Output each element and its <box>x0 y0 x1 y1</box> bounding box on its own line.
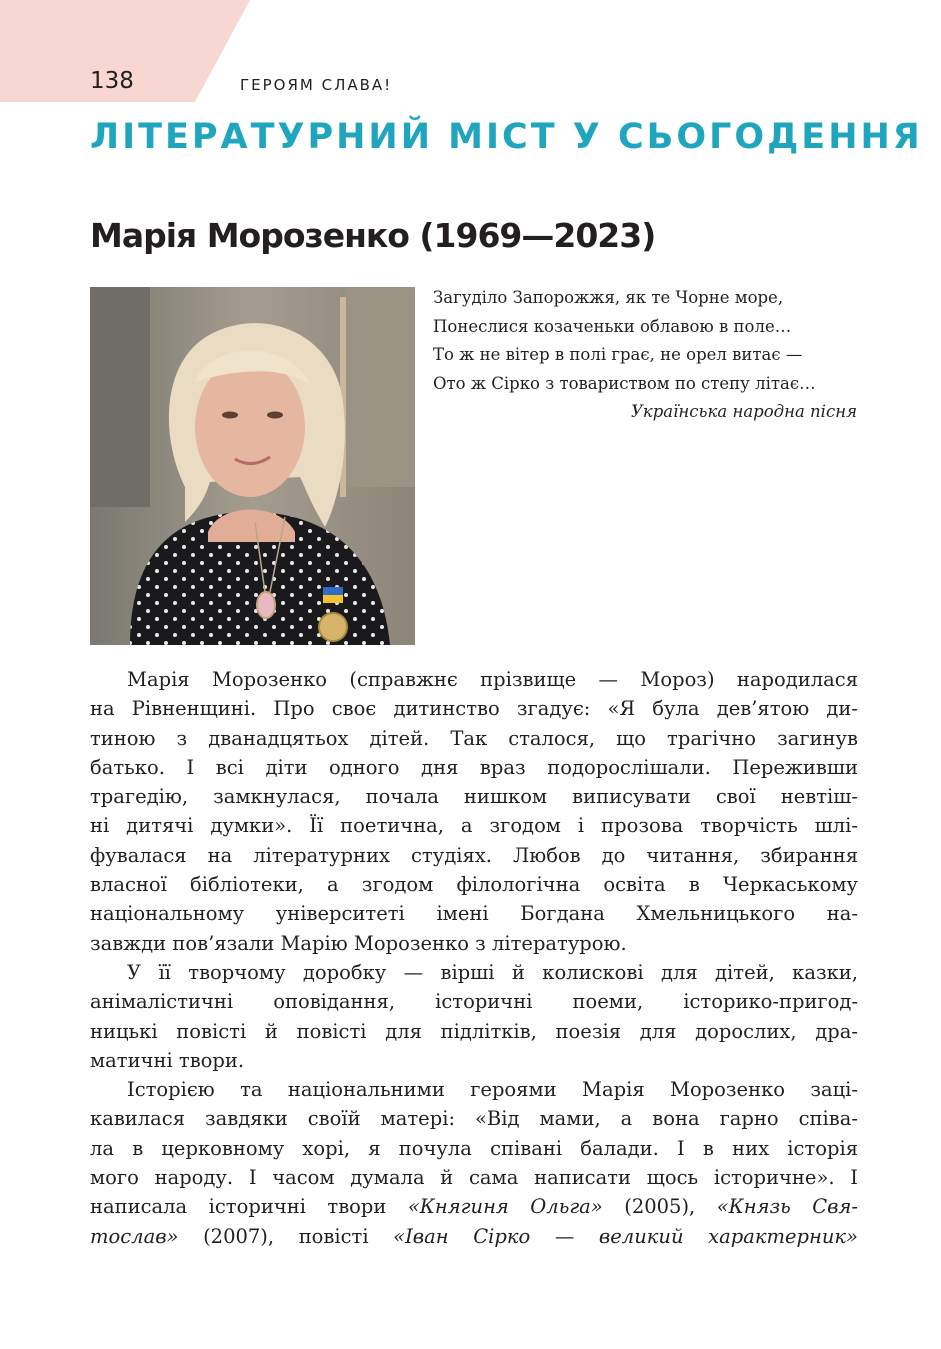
body-line-with-titles <box>90 1192 858 1221</box>
body-line: анімалістичні оповідання, історичні поеми, історико-пригод- <box>90 990 858 1014</box>
body-line: батько. І всі діти одного дня враз подорослішали. Переживши <box>90 755 858 779</box>
epigraph-line: Понеслися козаченьки облавою в поле… <box>433 316 792 336</box>
body-line: мого народу. І часом думала й сама написати щось історичне». І <box>90 1166 858 1190</box>
work-title: тослав» <box>90 1224 179 1248</box>
body-line: Марія Морозенко (справжнє прізвище — Мороз) народилася <box>127 668 858 691</box>
work-title: «Княгиня Ольга» <box>407 1195 603 1219</box>
line-text: (2007), повісті <box>178 1224 394 1248</box>
body-line: кавилася завдяки своїй матері: «Від мами, а вона гарно співа- <box>90 1107 858 1131</box>
body-line: трагедію, замкнулася, почала нишком виписувати свої невтіш- <box>90 785 858 809</box>
body-line: власної бібліотеки, а згодом філологічна освіта в Черкаському <box>90 873 858 897</box>
line-text: написала історичні твори <box>90 1195 408 1219</box>
section-title: ЛІТЕРАТУРНИЙ МІСТ У СЬОГОДЕННЯ <box>90 117 923 157</box>
work-title: «Князь Свя- <box>716 1195 858 1219</box>
body-line: ницькі повісті й повісті для підлітків, поезія для дорослих, дра- <box>90 1019 858 1043</box>
body-line: ла в церковному хорі, я почула співані балади. І в них історія <box>90 1136 858 1160</box>
body-line: фувалася на літературних студіях. Любов до читання, збирання <box>90 843 858 867</box>
author-heading: Марія Морозенко (1969—2023) <box>90 216 656 255</box>
epigraph <box>433 284 863 427</box>
epigraph-line: Загуділо Запорожжя, як те Чорне море, <box>433 288 784 307</box>
running-header: ГЕРОЯМ СЛАВА! <box>240 76 393 94</box>
page-number: 138 <box>90 68 134 94</box>
epigraph-source: Українська народна пісня <box>630 402 857 421</box>
body-line: У її творчому доробку — вірші й колискові для дітей, казки, <box>127 960 858 984</box>
body-line: ні дитячі думки». Її поетична, а згодом і прозова творчість шлі- <box>90 814 858 838</box>
body-line: Історією та національними героями Марія Морозенко заці- <box>127 1078 858 1102</box>
biography-text <box>90 665 858 1251</box>
body-line: національному університеті імені Богдана Хмельницького на- <box>90 902 858 926</box>
body-line: матичні твори. <box>90 1048 245 1072</box>
epigraph-line: То ж не вітер в полі грає, не орел витає — <box>433 345 803 364</box>
body-line: тиною з дванадцятьох дітей. Так сталося, що трагічно загинув <box>90 726 858 750</box>
work-title: «Іван Сірко — великий характерник» <box>393 1224 858 1248</box>
body-line: на Рівненщині. Про своє дитинство згадує: «Я була дев’ятою ди- <box>90 697 858 721</box>
epigraph-line: Ото ж Сірко з товариством по степу літає… <box>433 373 816 393</box>
body-line-with-titles <box>90 1222 858 1251</box>
line-text: (2005), <box>602 1195 717 1219</box>
body-line: завжди пов’язали Марію Морозенко з літературою. <box>90 931 627 955</box>
author-portrait <box>90 287 415 645</box>
